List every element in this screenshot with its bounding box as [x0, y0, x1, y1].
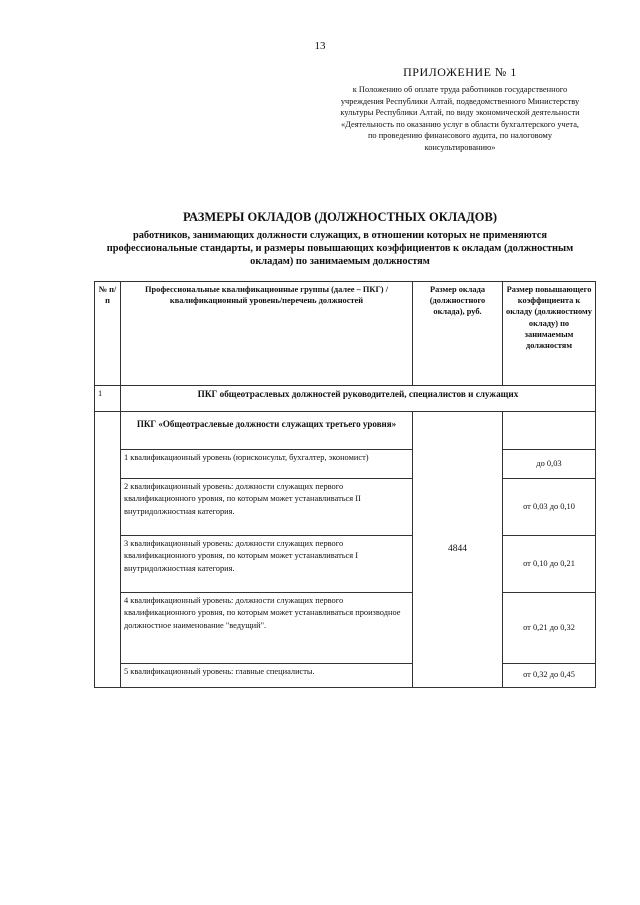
header-salary: Размер оклада (должностного оклада), руб.	[413, 282, 503, 386]
level-coef: от 0,32 до 0,45	[503, 664, 596, 688]
level-text: 5 квалификационный уровень: главные специалисты.	[121, 664, 413, 688]
empty-coef-cell	[503, 412, 596, 450]
level-text: 2 квалификационный уровень: должности служащих первого квалификационного уровня, по которым может устанавливаться II внутридолжностная категория.	[121, 479, 413, 536]
level-text: 1 квалификационный уровень (юрисконсульт, бухгалтер, экономист)	[121, 450, 413, 479]
header-num: № п/п	[95, 282, 121, 386]
level-coef: от 0,21 до 0,32	[503, 593, 596, 664]
salary-value: 4844	[413, 412, 503, 688]
table-row	[95, 479, 596, 536]
section-row	[95, 386, 596, 412]
level-coef: до 0,03	[503, 450, 596, 479]
document-title: РАЗМЕРЫ ОКЛАДОВ (ДОЛЖНОСТНЫХ ОКЛАДОВ)	[182, 210, 498, 224]
document-heading	[90, 210, 590, 269]
salary-table	[94, 281, 596, 688]
appendix-text: к Положению об оплате труда работников государственного учреждения Республики Алтай, подведомственного Министерству культуры Республики Алтай, по виду экономической деятельности «Деятельность по оказанию услуг в области бухгалтерского учета, по проведению финансового аудита, по налоговому консультированию»	[340, 85, 580, 152]
table-row	[95, 536, 596, 593]
level-text: 4 квалификационный уровень: должности служащих первого квалификационного уровня, по которым может устанавливаться производное должностное наименование "ведущий".	[121, 593, 413, 664]
table-row	[95, 450, 596, 479]
table-header-row	[95, 282, 596, 386]
empty-num-cell	[95, 412, 121, 688]
page-number: 13	[314, 40, 326, 52]
subgroup-title: ПКГ «Общеотраслевые должности служащих третьего уровня»	[121, 412, 413, 450]
section-num: 1	[95, 386, 121, 412]
appendix-title: ПРИЛОЖЕНИЕ № 1	[403, 65, 517, 79]
document-subtitle: работников, занимающих должности служащих, в отношении которых не применяются профессиональные стандарты, и размеры повышающих коэффициентов к окладам (должностным окладам) по занимаемым должностям	[106, 230, 574, 268]
level-text: 3 квалификационный уровень: должности служащих первого квалификационного уровня, по которым может устанавливаться I внутридолжностная категория.	[121, 536, 413, 593]
table-row	[95, 593, 596, 664]
section-title: ПКГ общеотраслевых должностей руководителей, специалистов и служащих	[121, 386, 596, 412]
level-coef: от 0,03 до 0,10	[503, 479, 596, 536]
table-row	[95, 664, 596, 688]
appendix-block	[340, 65, 580, 154]
subgroup-row	[95, 412, 596, 450]
header-groups: Профессиональные квалификационные группы (далее – ПКГ) /квалификационный уровень/перечень должностей	[121, 282, 413, 386]
header-coef: Размер повышающего коэффициента к окладу (должностному окладу) по занимаемым должностям	[503, 282, 596, 386]
level-coef: от 0,10 до 0,21	[503, 536, 596, 593]
